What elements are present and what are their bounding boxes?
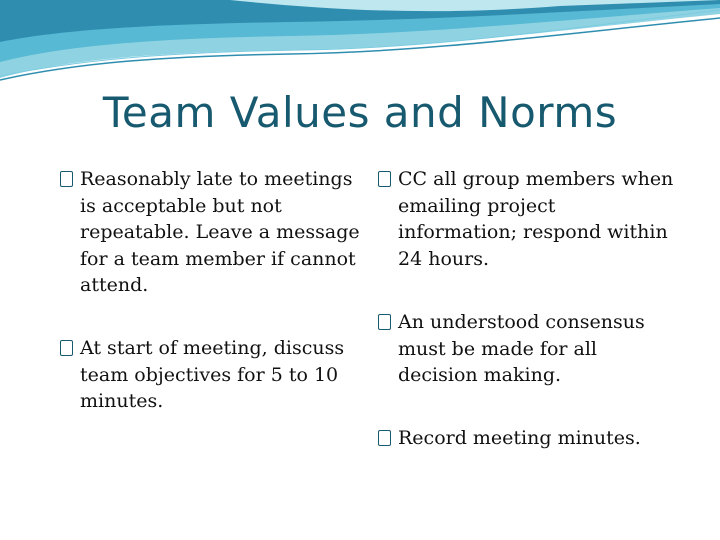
bullet-text: At start of meeting, discuss team objectives for 5 to 10 minutes. bbox=[80, 337, 345, 412]
bullet-text: CC all group members when emailing project information; respond within 24 hours. bbox=[398, 168, 674, 270]
missing-glyph-box-icon bbox=[60, 340, 73, 356]
list-item bbox=[378, 166, 678, 272]
list-item bbox=[378, 425, 698, 452]
slide-title: Team Values and Norms bbox=[102, 88, 618, 137]
missing-glyph-box-icon bbox=[378, 314, 391, 330]
bullet-text: Record meeting minutes. bbox=[398, 427, 641, 449]
list-item bbox=[60, 335, 350, 415]
list-item bbox=[378, 309, 678, 389]
bullet-text: Reasonably late to meetings is acceptable but not repeatable. Leave a message for a team member if cannot attend. bbox=[80, 168, 360, 296]
bullet-text: An understood consensus must be made for all decision making. bbox=[398, 311, 645, 386]
missing-glyph-box-icon bbox=[378, 171, 391, 187]
decorative-wave-banner bbox=[0, 0, 720, 90]
missing-glyph-box-icon bbox=[60, 171, 73, 187]
list-item bbox=[60, 166, 360, 299]
missing-glyph-box-icon bbox=[378, 430, 391, 446]
